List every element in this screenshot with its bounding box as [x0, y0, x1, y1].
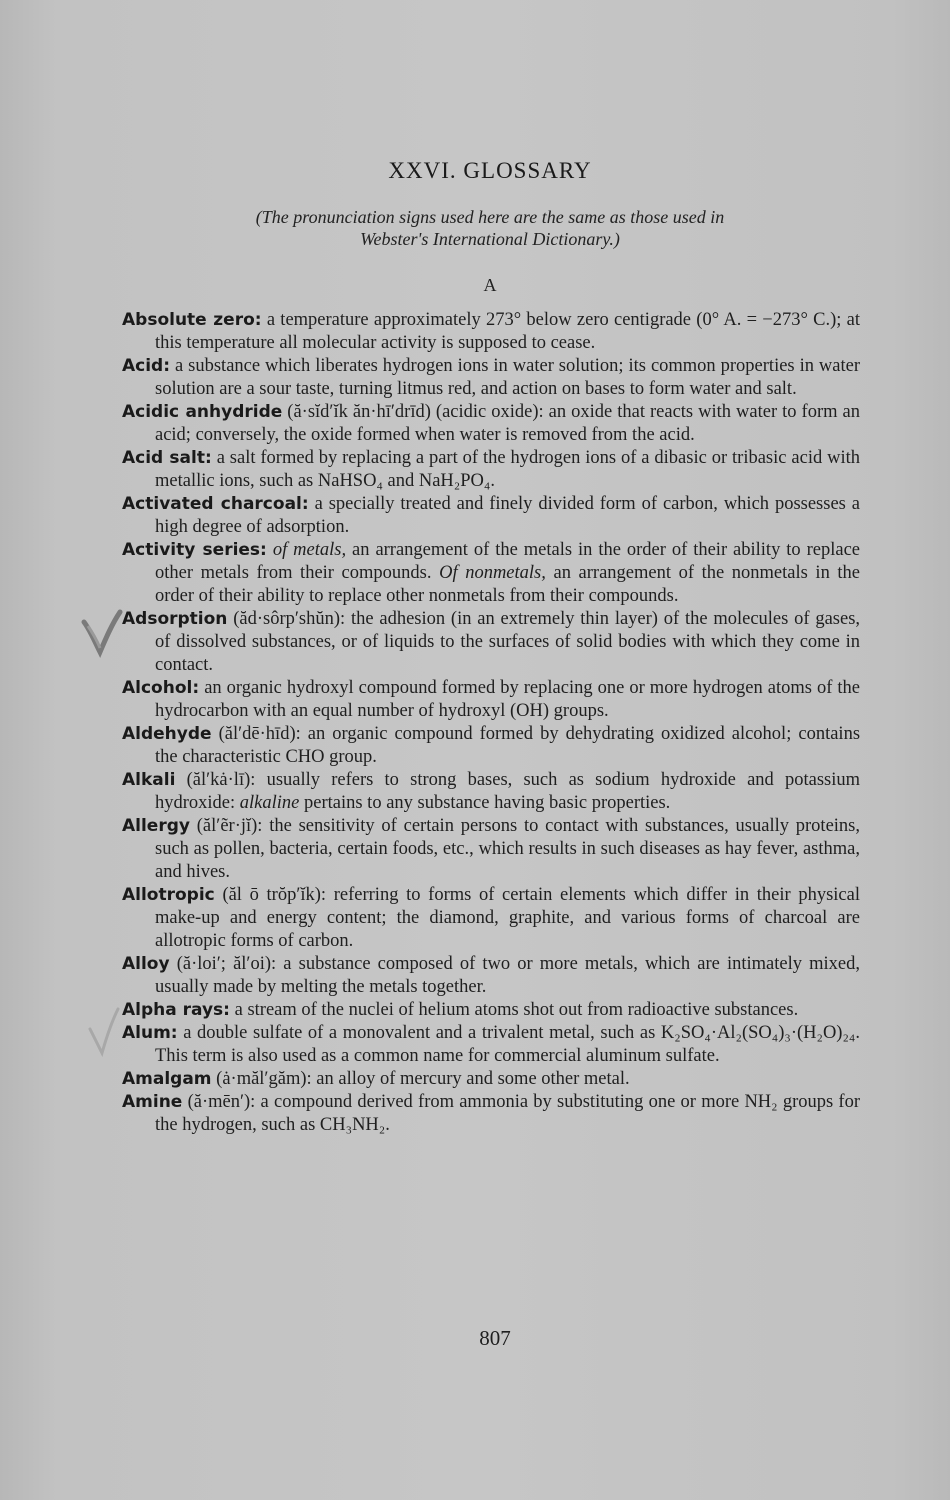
entry-definition: a double sulfate of a monovalent and a trivalent metal, such as K₂SO₄·Al₂(SO₄)₃·(H₂O)₂₄. This term is also used as a common name for commercial aluminum sulfate.	[155, 1023, 860, 1066]
entry-term: Allergy	[122, 816, 190, 836]
entry-definition: referring to forms of certain elements which differ in their physical make-up and energy content; the diamond, graphite, and various forms of charcoal are allotropic forms of carbon.	[155, 885, 860, 951]
entry-term: Absolute zero:	[122, 310, 262, 330]
entry-pronunciation: (ă·mēn′):	[187, 1092, 256, 1112]
entry-pronunciation: (ăd·sôrp′shŭn):	[233, 609, 346, 629]
entry-pronunciation: (ȧ·măl′găm):	[216, 1069, 312, 1089]
glossary-entry	[122, 723, 860, 769]
glossary-entry	[122, 677, 860, 723]
glossary-entry	[122, 884, 860, 953]
entry-emphasis: Of nonmetals,	[439, 563, 546, 583]
glossary-entry	[122, 309, 860, 355]
glossary-entry	[122, 539, 860, 608]
glossary-entry	[122, 355, 860, 401]
entry-definition: a stream of the nuclei of helium atoms shot out from radioactive substances.	[234, 1000, 799, 1020]
glossary-entry	[122, 1068, 860, 1091]
glossary-entry	[122, 401, 860, 447]
glossary-entry	[122, 953, 860, 999]
glossary-entries	[122, 309, 860, 1137]
glossary-entry	[122, 1022, 860, 1068]
page-number: 807	[479, 1326, 511, 1350]
entry-definition-continued: pertains to any substance having basic properties.	[304, 793, 671, 813]
entry-definition: a substance which liberates hydrogen ions in water solution; its common properties in water solution are a sour taste, turning litmus red, and action on bases to form water and salt.	[155, 356, 860, 399]
glossary-entry	[122, 1091, 860, 1137]
check-mark-icon	[80, 608, 128, 660]
check-mark-icon-faint	[86, 1005, 126, 1057]
entry-term: Alcohol:	[122, 678, 200, 698]
entry-term: Aldehyde	[122, 724, 212, 744]
entry-emphasis: of metals,	[272, 540, 347, 560]
entry-definition: a substance composed of two or more metals, which are intimately mixed, usually made by melting the metals together.	[155, 954, 860, 997]
entry-pronunciation: (ă·sĭd′ĭk ăn·hī′drīd)	[287, 402, 431, 422]
entry-term: Activity series:	[122, 540, 267, 560]
entry-definition: a compound derived from ammonia by substituting one or more NH₂ groups for the hydrogen, such as CH₃NH₂.	[155, 1092, 861, 1135]
pronunciation-note	[0, 206, 950, 250]
entry-definition: an arrangement of the metals in the order of their ability to replace other metals from their compounds.	[155, 540, 861, 583]
entry-definition: a specially treated and finely divided form of carbon, which possesses a high degree of adsorption.	[155, 494, 860, 537]
page-title: XXVI. GLOSSARY	[388, 158, 592, 183]
entry-definition: the adhesion (in an extremely thin layer) of the molecules of gases, of dissolved substances, or of liquids to the surfaces of solid bodies with which they come in contact.	[155, 609, 861, 675]
entry-term: Adsorption	[122, 609, 228, 629]
entry-definition: an organic compound formed by dehydrating oxidized alcohol; contains the characteristic CHO group.	[155, 724, 861, 767]
entry-definition: a temperature approximately 273° below zero centigrade (0° A. = −273° C.); at this temperature all molecular activity is supposed to cease.	[155, 310, 860, 353]
glossary-entry	[122, 769, 860, 815]
pronunciation-note-line-2: Webster's International Dictionary.)	[360, 229, 620, 249]
entry-term: Alkali	[122, 770, 176, 790]
entry-term: Amalgam	[122, 1069, 212, 1089]
entry-pronunciation: (ăl′dē·hīd):	[218, 724, 301, 744]
entry-term: Amine	[122, 1092, 183, 1112]
entry-term: Acid salt:	[122, 448, 212, 468]
entry-definition: usually refers to strong bases, such as sodium hydroxide and potassium hydroxide:	[155, 770, 861, 813]
entry-term: Allotropic	[122, 885, 215, 905]
entry-definition: the sensitivity of certain persons to contact with substances, usually proteins, such as pollen, bacteria, certain foods, etc., which results in such diseases as hay fever, asthma, and hives.	[155, 816, 861, 882]
entry-pronunciation: (ăl ō trŏp′ĭk):	[222, 885, 327, 905]
entry-term: Alpha rays:	[122, 1000, 230, 1020]
entry-term: Activated charcoal:	[122, 494, 309, 514]
glossary-entry	[122, 815, 860, 884]
entry-pronunciation: (ăl′ẽr·jĭ):	[196, 816, 263, 836]
entry-term: Alloy	[122, 954, 170, 974]
entry-term: Acid:	[122, 356, 171, 376]
entry-definition: an alloy of mercury and some other metal.	[316, 1069, 630, 1089]
entry-definition: a salt formed by replacing a part of the hydrogen ions of a dibasic or tribasic acid with metallic ions, such as NaHSO₄ and NaH₂PO₄.	[155, 448, 860, 491]
entry-emphasis: alkaline	[239, 793, 300, 813]
glossary-entry	[122, 999, 860, 1022]
entry-definition: an organic hydroxyl compound formed by replacing one or more hydrogen atoms of the hydrocarbon with an equal number of hydroxyl (OH) groups.	[155, 678, 860, 721]
entry-definition-continued: an arrangement of the nonmetals in the order of their ability to replace other nonmetals from their compounds.	[155, 563, 861, 606]
glossary-entry	[122, 447, 860, 493]
entry-term: Acidic anhydride	[122, 402, 283, 422]
entry-pronunciation: (ăl′kȧ·lī):	[186, 770, 256, 790]
entry-term: Alum:	[122, 1023, 178, 1043]
glossary-entry	[122, 493, 860, 539]
pronunciation-note-line-1: (The pronunciation signs used here are the same as those used in	[255, 207, 725, 227]
glossary-entry	[122, 608, 860, 677]
entry-pronunciation: (ă·loi′; ăl′oi):	[176, 954, 277, 974]
section-letter: A	[483, 275, 497, 295]
entry-definition: (acidic oxide): an oxide that reacts with water to form an acid; conversely, the oxide formed when water is removed from the acid.	[155, 402, 860, 445]
